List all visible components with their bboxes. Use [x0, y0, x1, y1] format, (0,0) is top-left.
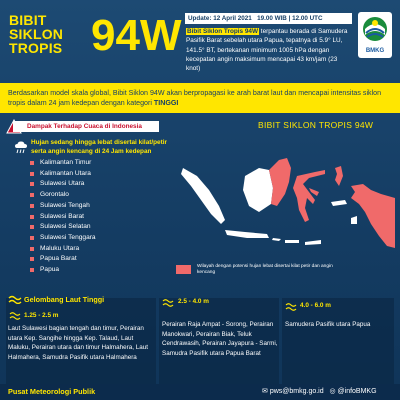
list-item: Kalimantan Timur [30, 158, 96, 169]
title-block [9, 13, 63, 55]
banner-category: TINGGI [153, 98, 179, 107]
island-nusa-tenggara [272, 238, 321, 245]
list-item: Sulawesi Utara [30, 179, 96, 190]
update-separator: | [288, 15, 291, 22]
wave-level-icon [285, 302, 297, 311]
indonesia-map [175, 128, 400, 263]
wave-level-icon [162, 298, 174, 307]
island-kalimantan-east [269, 158, 291, 206]
description-highlight: Bibit Siklon Tropis 94W [187, 28, 259, 35]
bmkg-logo [358, 12, 392, 58]
rain-warning-title: Hujan sedang hingga lebat disertai kilat/petir serta angin kencang di 24 Jam kedepan [31, 139, 168, 155]
wave-icon [8, 294, 22, 304]
list-item: Sulawesi Barat [30, 212, 96, 223]
banner-text: Berdasarkan model skala global, Bibit Siklon 94W akan berpropagasi ke arah barat laut dan mencapai intensitas siklon tropis dalam 24 jam kedepan dengan kategori [8, 89, 382, 107]
rain-cloud-icon [14, 141, 28, 154]
title-code: 94W [91, 11, 182, 60]
legend-text: Wilayah dengan potensi hujan lebat disertai kilat petir dan angin kencang [197, 264, 333, 276]
list-item: Papua [30, 265, 96, 276]
legend-swatch [176, 265, 191, 274]
wave-range-2: 2.5 - 4.0 m [178, 298, 209, 305]
footer [0, 384, 400, 400]
island-kalimantan-west [243, 168, 273, 212]
description-text: terpantau berada di Samudera Pasifik Barat sebelah utara Papua, tepatnya di 5.9° LU, 141.5° BT, bertekanan minimum 1005 hPa dengan kecepatan angin maksimum mencapai 43 km/jam (23 knot) [186, 28, 348, 73]
title-line-siklon: SIKLON [9, 26, 64, 42]
list-item: Kalimantan Utara [30, 169, 96, 180]
wave-range-1: 1.25 - 2.5 m [24, 312, 59, 319]
update-bar [185, 13, 352, 24]
forecast-banner [0, 83, 400, 113]
map-legend [176, 264, 346, 277]
update-date: Update: 12 April 2021 [188, 15, 252, 22]
wave-areas-1: Laut Sulawesi bagian tengah dan timur, Perairan utara Kep. Sangihe hingga Kep. Talaud, Laut Maluku, Perairan utara dan timur Halmahera, Laut Halmahera, Samudra Pasifik utara Halmahera [8, 325, 149, 362]
island-halmahera [335, 166, 343, 186]
footer-contacts [262, 387, 377, 395]
update-time-utc: 12.00 UTC [292, 15, 323, 22]
email-icon: ✉ [262, 388, 268, 395]
wave-areas-2: Perairan Raja Ampat - Sorong, Perairan Manokwari, Perairan Biak, Teluk Cendrawasih, Perairan Jayapura - Sarmi, Samudra Pasifik utara Papua Barat [162, 321, 278, 358]
wave-level-icon [9, 311, 21, 320]
list-item: Sulawesi Selatan [30, 222, 96, 233]
footer-email[interactable]: pws@bmkg.go.id [269, 388, 324, 395]
island-sumatra [181, 168, 225, 224]
list-item: Maluku Utara [30, 244, 96, 255]
update-time-wib: 19.00 WIB [257, 15, 287, 22]
list-item: Sulawesi Tengah [30, 201, 96, 212]
island-java [225, 230, 269, 238]
wave-range-3: 4.0 - 6.0 m [300, 302, 331, 309]
island-sulawesi [293, 170, 325, 222]
title-line-tropis: TROPIS [9, 40, 63, 56]
instagram-icon: ◎ [329, 388, 336, 395]
bmkg-logo-icon [361, 15, 389, 47]
map-title: BIBIT SIKLON TROPIS 94W [258, 120, 374, 130]
island-maluku [331, 200, 357, 224]
title-line-bibit: BIBIT [9, 12, 47, 28]
list-item: Gorontalo [30, 190, 96, 201]
impact-heading: Dampak Terhadap Cuaca di Indonesia [13, 121, 159, 132]
list-item: Papua Barat [30, 254, 96, 265]
logo-text: BMKG [365, 48, 385, 54]
island-papua [351, 184, 395, 248]
waves-heading: Gelombang Laut Tinggi [24, 295, 105, 304]
footer-instagram[interactable]: @infoBMKG [337, 388, 377, 395]
cyclone-description [186, 27, 352, 73]
list-item: Sulawesi Tenggara [30, 233, 96, 244]
province-list [30, 158, 96, 276]
wave-areas-3: Samudera Pasifik utara Papua [285, 321, 371, 328]
footer-org: Pusat Meteorologi Publik [8, 387, 96, 396]
wave-column-bg-3 [282, 298, 394, 384]
